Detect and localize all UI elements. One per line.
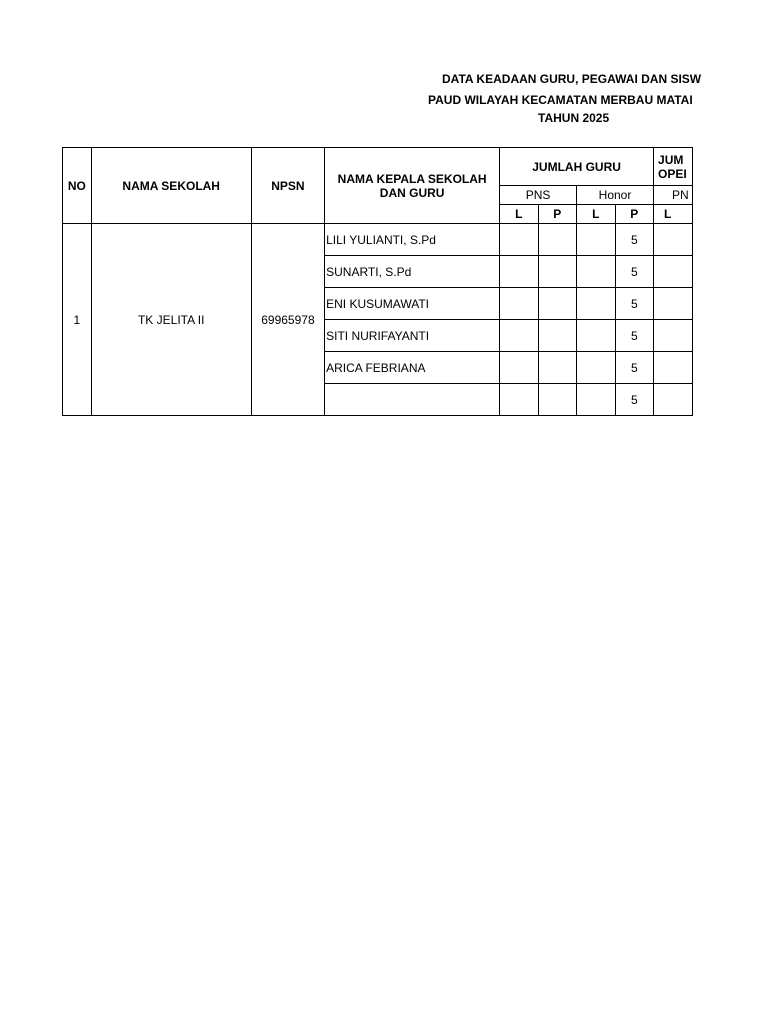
- staff-name: LILI YULIANTI, S.Pd: [325, 224, 500, 256]
- school-name: TK JELITA II: [91, 224, 251, 416]
- honor-l-cell: [577, 352, 616, 384]
- header-operator-pns: PN: [654, 186, 693, 205]
- report-title-year: TAHUN 2025: [538, 111, 610, 125]
- pns-p-cell: [538, 256, 576, 288]
- honor-l-cell: [577, 224, 616, 256]
- header-honor-l: L: [577, 205, 616, 224]
- pns-l-cell: [500, 352, 538, 384]
- header-jumlah-operator: JUM OPEI: [654, 148, 693, 186]
- honor-l-cell: [577, 320, 616, 352]
- pns-p-cell: [538, 384, 576, 416]
- school-no: 1: [63, 224, 92, 416]
- header-jumlah-guru: JUMLAH GURU: [500, 148, 654, 186]
- report-title-line-2: PAUD WILAYAH KECAMATAN MERBAU MATAI: [428, 93, 693, 107]
- staff-name: SUNARTI, S.Pd: [325, 256, 500, 288]
- pns-l-cell: [500, 288, 538, 320]
- pns-p-cell: [538, 320, 576, 352]
- pns-l-cell: [500, 320, 538, 352]
- staff-name: SITI NURIFAYANTI: [325, 320, 500, 352]
- header-pns-l: L: [500, 205, 538, 224]
- header-nama-kepala-sekolah-dan-guru: NAMA KEPALA SEKOLAH DAN GURU: [325, 148, 500, 224]
- data-table-viewport: [62, 147, 693, 419]
- header-nama-sekolah: NAMA SEKOLAH: [91, 148, 251, 224]
- header-honor: Honor: [577, 186, 654, 205]
- header-pns-p: P: [538, 205, 576, 224]
- header-honor-p: P: [615, 205, 654, 224]
- school-npsn: 69965978: [251, 224, 324, 416]
- header-no: NO: [63, 148, 92, 224]
- report-title-line-1: DATA KEADAAN GURU, PEGAWAI DAN SISW: [442, 72, 702, 86]
- honor-p-cell: 5: [615, 352, 654, 384]
- header-row-1: [63, 148, 693, 186]
- operator-pns-l-cell: [654, 352, 693, 384]
- staff-name: ENI KUSUMAWATI: [325, 288, 500, 320]
- honor-p-cell: 5: [615, 288, 654, 320]
- operator-pns-l-cell: [654, 256, 693, 288]
- pns-p-cell: [538, 352, 576, 384]
- report-title-block: [0, 0, 768, 140]
- honor-l-cell: [577, 384, 616, 416]
- honor-l-cell: [577, 288, 616, 320]
- honor-p-cell: 5: [615, 384, 654, 416]
- pns-l-cell: [500, 384, 538, 416]
- honor-l-cell: [577, 256, 616, 288]
- operator-pns-l-cell: [654, 320, 693, 352]
- teacher-data-table: [62, 147, 693, 416]
- pns-p-cell: [538, 288, 576, 320]
- operator-pns-l-cell: [654, 224, 693, 256]
- staff-name: [325, 384, 500, 416]
- staff-name: ARICA FEBRIANA: [325, 352, 500, 384]
- header-pns: PNS: [500, 186, 577, 205]
- pns-l-cell: [500, 256, 538, 288]
- operator-pns-l-cell: [654, 288, 693, 320]
- honor-p-cell: 5: [615, 320, 654, 352]
- operator-pns-l-cell: [654, 384, 693, 416]
- table-row: [63, 224, 693, 256]
- header-npsn: NPSN: [251, 148, 324, 224]
- honor-p-cell: 5: [615, 256, 654, 288]
- pns-p-cell: [538, 224, 576, 256]
- pns-l-cell: [500, 224, 538, 256]
- honor-p-cell: 5: [615, 224, 654, 256]
- header-operator-pns-l: L: [654, 205, 693, 224]
